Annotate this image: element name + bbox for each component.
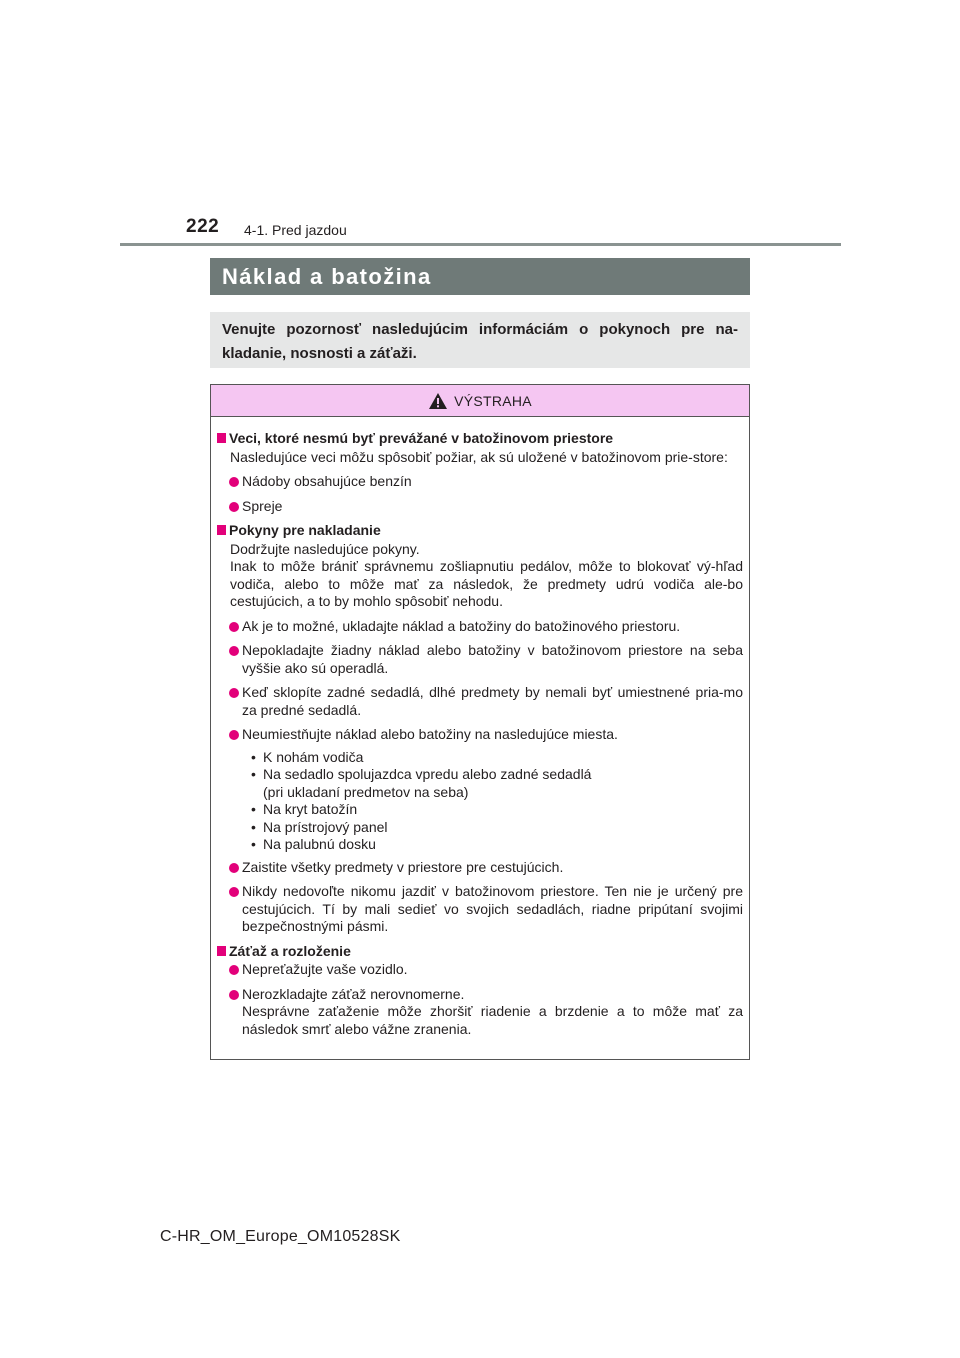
intro-box: Venujte pozornosť nasledujúcim informáciám o pokynoch pre na-kladanie, nosnosti a záťaži.	[210, 312, 750, 368]
circle-bullet-icon	[229, 863, 239, 873]
circle-bullet-icon	[229, 502, 239, 512]
section-heading: Pokyny pre nakladanie	[217, 522, 743, 540]
sub-list-item: • Na palubnú dosku	[251, 836, 376, 852]
circle-bullet-icon	[229, 688, 239, 698]
circle-bullet-icon	[229, 887, 239, 897]
square-bullet-icon	[217, 433, 226, 443]
circle-bullet-icon	[229, 622, 239, 632]
square-bullet-icon	[217, 525, 226, 535]
list-item: Neumiestňujte náklad alebo batožiny na nasledujúce miesta.	[217, 726, 743, 744]
sub-list	[217, 749, 743, 854]
sub-list-item: • Na prístrojový panel	[251, 818, 388, 835]
circle-bullet-icon	[229, 477, 239, 487]
page-number: 222	[186, 216, 220, 237]
sub-list-item: • Na sedadlo spolujazdca vpredu alebo zadné sedadlá	[251, 766, 592, 782]
list-item: Nepreťažujte vaše vozidlo.	[217, 961, 743, 979]
dot-marker: •	[251, 766, 256, 782]
list-item: Zaistite všetky predmety v priestore pre cestujúcich.	[217, 859, 743, 877]
list-item: Nikdy nedovoľte nikomu jazdiť v batožinovom priestore. Ten nie je určený pre cestujúcich. Tí by mali sedieť vo svojich sedadlách, riadne pripútaní svojimi bezpečnostnými pásmi.	[217, 883, 743, 936]
list-item: Nerozkladajte záťaž nerovnomerne. Nesprávne zaťaženie môže zhoršiť riadenie a brzdenie a to môže mať za následok smrť alebo vážne zranenia.	[217, 986, 743, 1039]
list-item: Nepokladajte žiadny náklad alebo batožiny v batožinovom priestore na seba vyššie ako sú operadlá.	[217, 642, 743, 677]
section-heading: Záťaž a rozloženie	[217, 943, 743, 961]
section-heading: Veci, ktoré nesmú byť prevážané v batožinovom priestore	[217, 430, 743, 448]
circle-bullet-icon	[229, 990, 239, 1000]
section-text: Dodržujte nasledujúce pokyny.	[230, 540, 420, 557]
list-item: Keď sklopíte zadné sedadlá, dlhé predmety by nemali byť umiestnené pria-mo za predné sedadlá.	[217, 684, 743, 719]
sub-list-note: (pri ukladaní predmetov na seba)	[263, 783, 469, 800]
sub-list-item: • K nohám vodiča	[251, 748, 364, 765]
circle-bullet-icon	[229, 646, 239, 656]
dot-marker: •	[251, 801, 256, 817]
page-title: Náklad a batožina	[222, 263, 432, 289]
square-bullet-icon	[217, 946, 226, 956]
warning-label: VÝSTRAHA	[454, 392, 532, 409]
circle-bullet-icon	[229, 730, 239, 740]
section-label: 4-1. Pred jazdou	[244, 222, 347, 238]
title-bar	[210, 258, 750, 295]
circle-bullet-icon	[229, 965, 239, 975]
header-rule	[120, 243, 841, 246]
list-item: Nádoby obsahujúce benzín	[217, 473, 743, 491]
warning-triangle-icon	[428, 392, 448, 410]
list-item: Ak je to možné, ukladajte náklad a batožiny do batožinového priestoru.	[217, 618, 743, 636]
dot-marker: •	[251, 748, 256, 765]
section-text: Inak to môže brániť správnemu zošliapnutiu pedálov, môže to blokovať vý-hľad vodiča, alebo to môže mať za následok, že predmety udrú vodiča ale-bo cestujúcich, a to by mohlo spôsobiť nehodu.	[230, 558, 743, 609]
dot-marker: •	[251, 818, 256, 835]
section-text: Nasledujúce veci môžu spôsobiť požiar, ak sú uložené v batožinovom prie-store:	[230, 448, 728, 465]
warning-box	[210, 384, 750, 1060]
dot-marker: •	[251, 836, 256, 852]
sub-list-item: • Na kryt batožín	[251, 801, 358, 817]
list-item: Spreje	[217, 498, 743, 516]
list-item-detail: Nesprávne zaťaženie môže zhoršiť riadenie a brzdenie a to môže mať za následok smrť alebo vážne zranenia.	[242, 1003, 743, 1037]
footer-code: C-HR_OM_Europe_OM10528SK	[160, 1228, 401, 1245]
warning-header	[211, 385, 749, 417]
warning-body	[211, 417, 749, 1038]
